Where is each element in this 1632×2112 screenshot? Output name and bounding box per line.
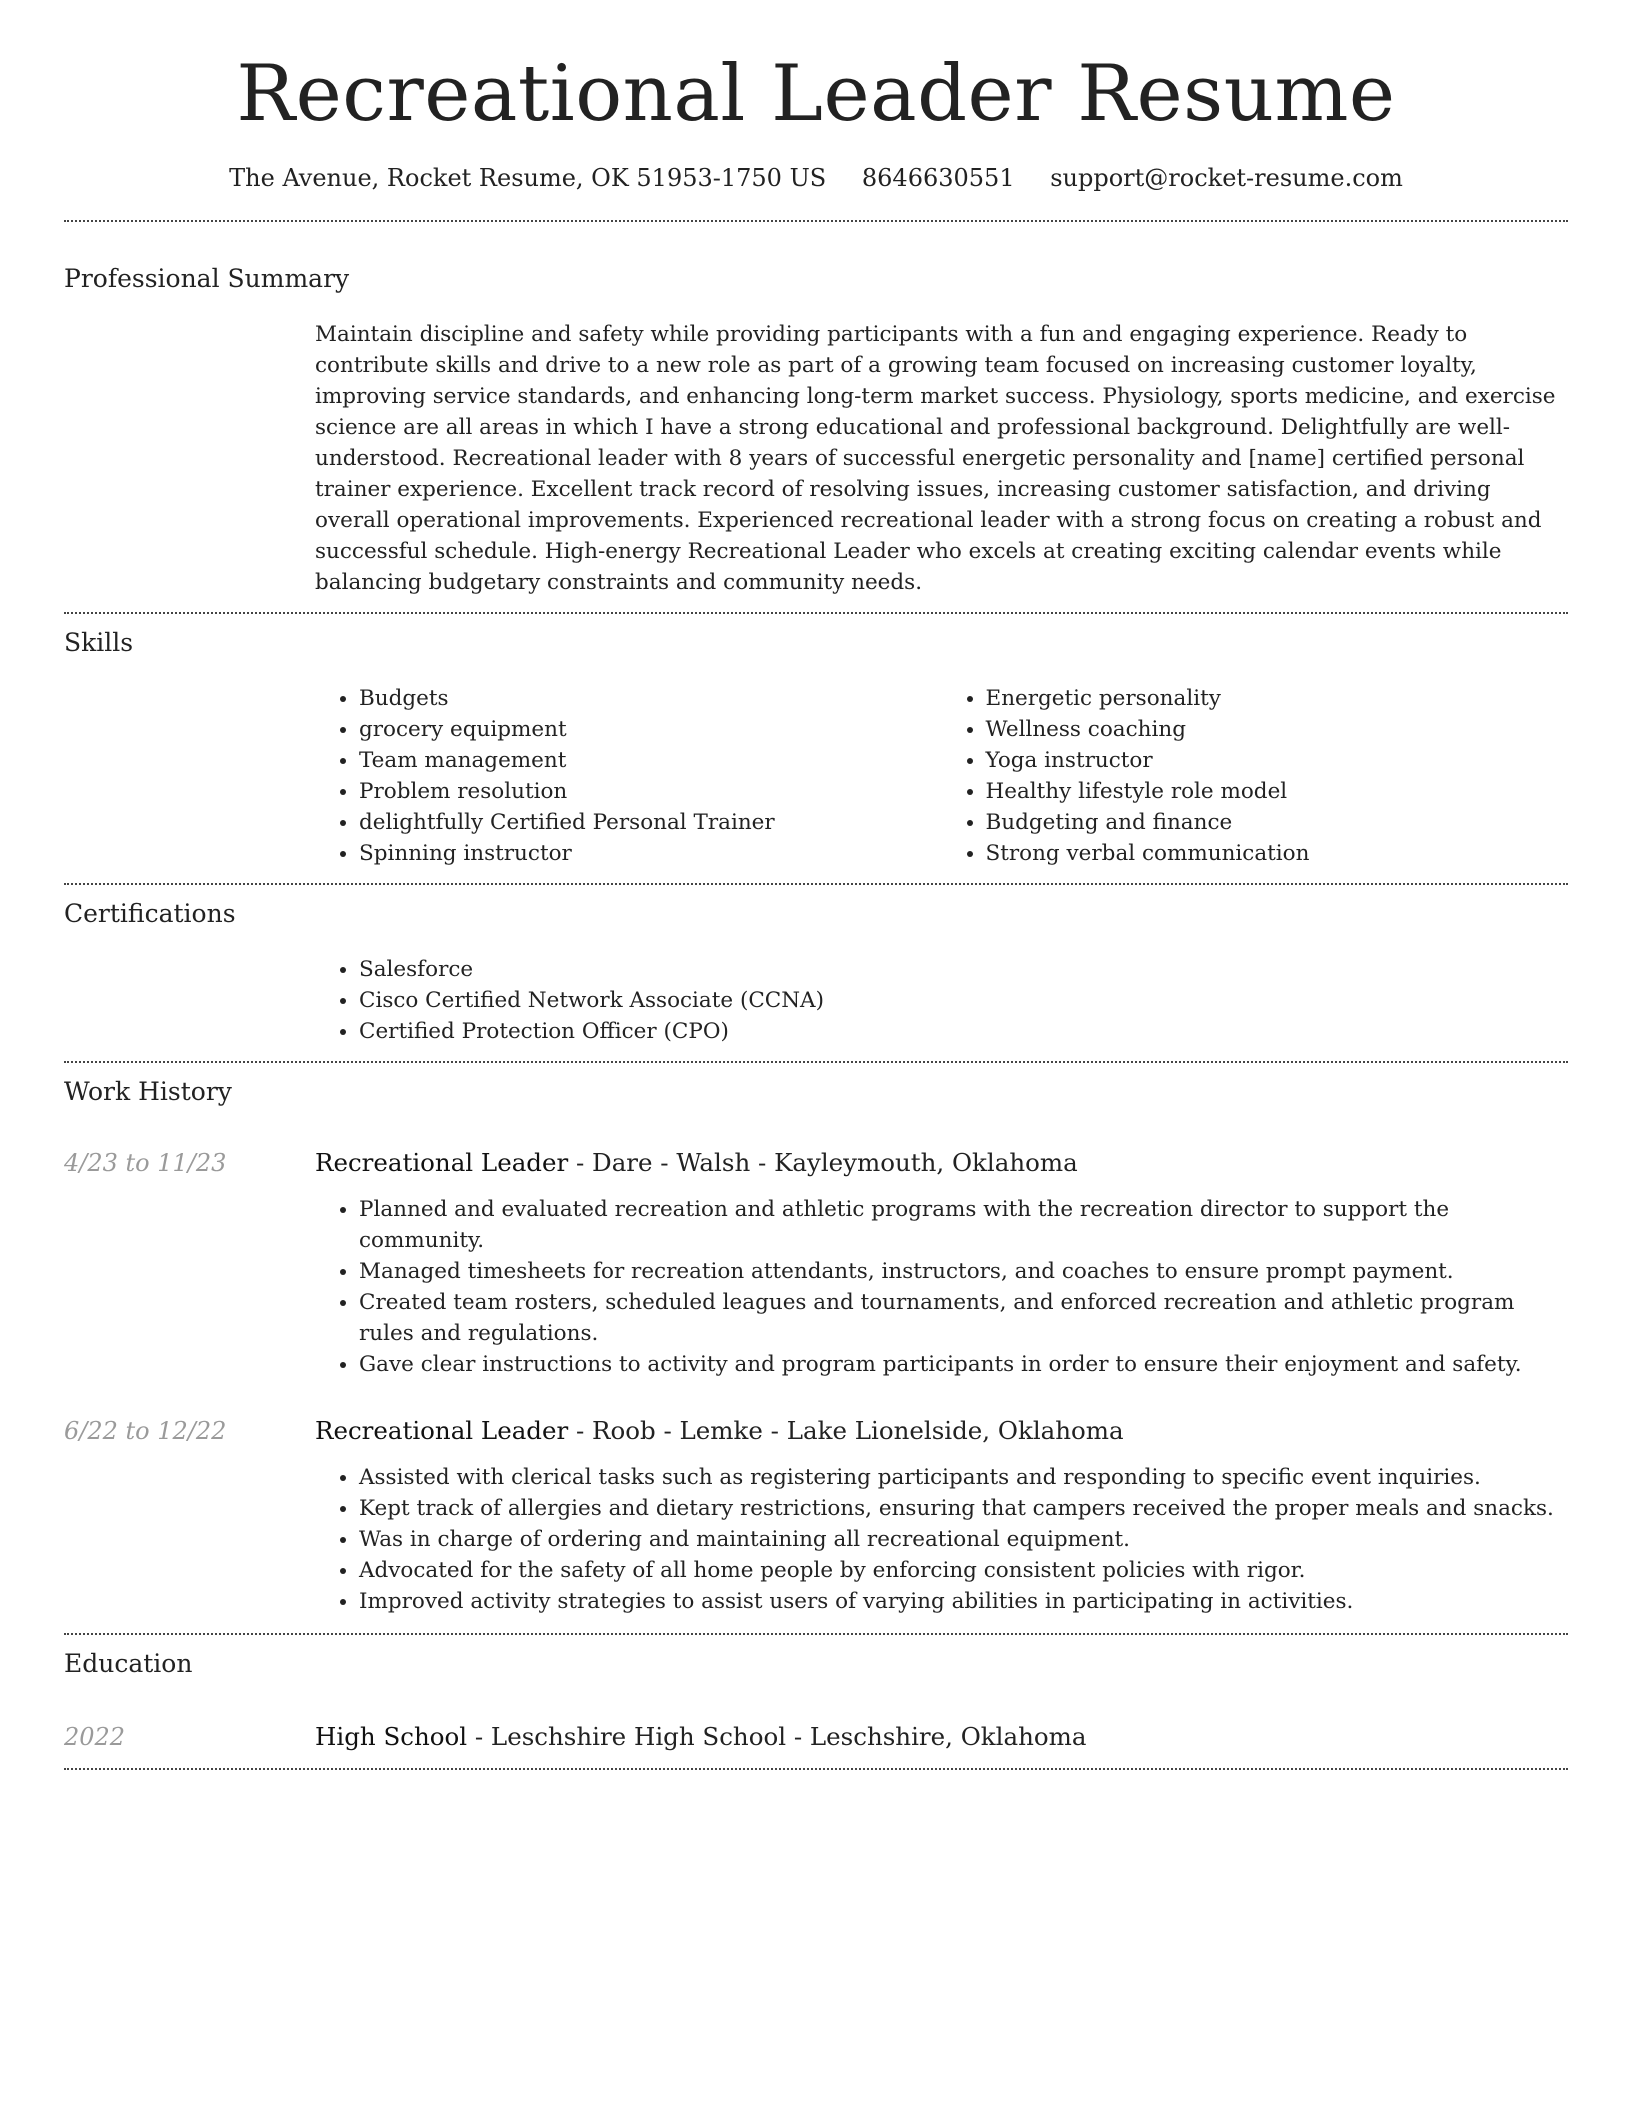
certification-item: • Cisco Certified Network Associate (CCNA) <box>359 985 1568 1016</box>
job-dates: 4/23 to 11/23 <box>64 1148 227 1177</box>
skill-item: • Budgeting and finance <box>986 807 1569 838</box>
skills-list-right <box>942 683 1569 869</box>
job-bullet: • Assisted with clerical tasks such as registering participants and responding to specific event inquiries. <box>359 1462 1568 1493</box>
certifications-list <box>315 954 1568 1047</box>
job-bullet: • Managed timesheets for recreation attendants, instructors, and coaches to ensure prompt payment. <box>359 1256 1568 1287</box>
job-entry <box>64 1414 1568 1617</box>
contact-phone: 8646630551 <box>861 163 1015 192</box>
job-entry <box>64 1146 1568 1380</box>
job-bullet: • Planned and evaluated recreation and athletic programs with the recreation director to support the community. <box>359 1194 1568 1256</box>
skill-item: • Budgets <box>359 683 942 714</box>
skill-item: • Team management <box>359 745 942 776</box>
job-bullet: • Advocated for the safety of all home people by enforcing consistent policies with rigor. <box>359 1555 1568 1586</box>
job-bullet: • Created team rosters, scheduled leagues and tournaments, and enforced recreation and athletic program rules and regulations. <box>359 1287 1568 1349</box>
job-employer: - Dare - Walsh - Kayleymouth, Oklahoma <box>568 1147 1078 1177</box>
job-role: Recreational Leader <box>315 1415 569 1445</box>
skill-item: • Healthy lifestyle role model <box>986 776 1569 807</box>
skill-item: • Energetic personality <box>986 683 1569 714</box>
skills-list-left <box>315 683 942 869</box>
skill-item: • Wellness coaching <box>986 714 1569 745</box>
certification-item: • Salesforce <box>359 954 1568 985</box>
job-dates: 6/22 to 12/22 <box>64 1416 227 1445</box>
certifications-section <box>64 885 1568 1047</box>
education-heading-line <box>315 1720 1568 1754</box>
education-entry <box>64 1720 1568 1754</box>
education-school: - Leschshire High School - Leschshire, Oklahoma <box>467 1721 1087 1751</box>
job-bullet: • Was in charge of ordering and maintaining all recreational equipment. <box>359 1524 1568 1555</box>
divider <box>64 1768 1568 1770</box>
resume-header <box>64 0 1568 192</box>
work-history-section <box>64 1063 1568 1617</box>
job-bullets <box>315 1194 1568 1380</box>
summary-heading: Professional Summary <box>64 263 350 293</box>
skill-item: • delightfully Certified Personal Trainer <box>359 807 942 838</box>
job-heading <box>315 1146 1568 1180</box>
certifications-heading: Certifications <box>64 898 236 928</box>
job-role: Recreational Leader <box>315 1147 569 1177</box>
skills-section <box>64 614 1568 869</box>
contact-line <box>64 164 1568 192</box>
job-bullet: • Kept track of allergies and dietary restrictions, ensuring that campers received the proper meals and snacks. <box>359 1493 1568 1524</box>
skill-item: • grocery equipment <box>359 714 942 745</box>
skills-heading: Skills <box>64 627 134 657</box>
education-degree: High School <box>315 1721 468 1751</box>
skill-item: • Problem resolution <box>359 776 942 807</box>
skill-item: • Yoga instructor <box>986 745 1569 776</box>
work-history-heading: Work History <box>64 1076 232 1106</box>
certification-item: • Certified Protection Officer (CPO) <box>359 1016 1568 1047</box>
resume-title: Recreational Leader Resume <box>236 49 1396 139</box>
education-heading: Education <box>64 1648 193 1678</box>
job-bullet: • Gave clear instructions to activity and program participants in order to ensure their enjoyment and safety. <box>359 1349 1568 1380</box>
job-bullet: • Improved activity strategies to assist users of varying abilities in participating in activities. <box>359 1586 1568 1617</box>
skill-item: • Strong verbal communication <box>986 838 1569 869</box>
job-heading <box>315 1414 1568 1448</box>
education-year: 2022 <box>64 1722 126 1751</box>
summary-text: Maintain discipline and safety while providing participants with a fun and engaging experience. Ready to contribute skills and drive to a new role as part of a growing team focused on increasing customer loyalty, improving service standards, and enhancing long-term market success. Physiology, sports medicine, and exercise science are all areas in which I have a strong educational and professional background. Delightfully are well-understood. Recreational leader with 8 years of successful energetic personality and [name] certified personal trainer experience. Excellent track record of resolving issues, increasing customer satisfaction, and driving overall operational improvements. Experienced recreational leader with a strong focus on creating a robust and successful schedule. High-energy Recreational Leader who excels at creating exciting calendar events while balancing budgetary constraints and community needs. <box>315 321 1556 595</box>
skill-item: • Spinning instructor <box>359 838 942 869</box>
contact-email: support@rocket-resume.com <box>1050 163 1403 192</box>
summary-section <box>64 222 1568 598</box>
job-employer: - Roob - Lemke - Lake Lionelside, Oklahoma <box>568 1415 1124 1445</box>
job-bullets <box>315 1462 1568 1617</box>
contact-address: The Avenue, Rocket Resume, OK 51953-1750 US <box>229 163 827 192</box>
education-section <box>64 1635 1568 1754</box>
